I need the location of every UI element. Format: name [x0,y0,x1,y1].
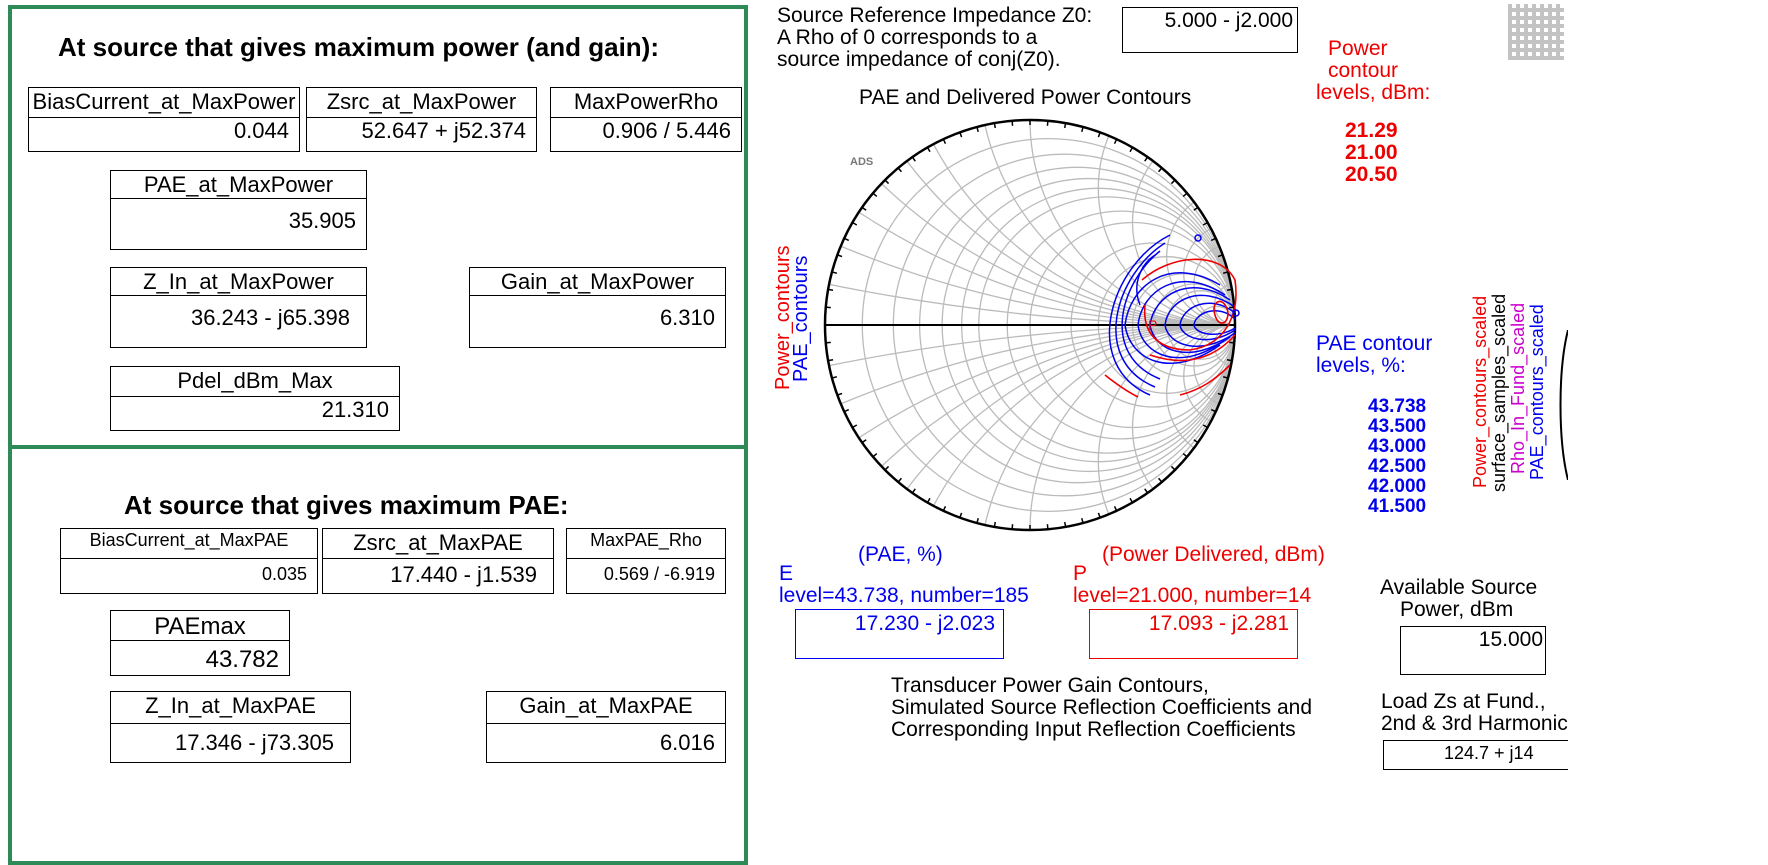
pae-level-value: 42.000 [1368,476,1426,498]
field-value: 6.016 [487,724,725,762]
field-value: 43.782 [111,641,289,679]
field-value: 0.906 / 5.446 [551,118,741,144]
available-power-box [1400,626,1546,675]
caption-line-1: Transducer Power Gain Contours, [891,674,1209,698]
field-label: MaxPAE_Rho [567,529,725,559]
marker-p-name: P [1073,562,1087,586]
marker-p-info: level=21.000, number=14 [1073,584,1311,608]
power-levels-title-3: levels, dBm: [1316,81,1430,105]
maxpower-rho-box [550,87,742,152]
reactance-circle [979,115,1240,325]
legend-pae-contours: PAE_contours [790,256,813,382]
field-value: 35.905 [111,199,366,243]
pae-level-value: 41.500 [1368,496,1426,518]
marker-e-header: (PAE, %) [858,543,943,567]
power-level-value: 21.00 [1345,141,1398,165]
bias-current-maxpae-box [60,528,318,594]
rim-tick [1183,193,1187,196]
marker-e-value-box [795,609,1004,659]
rim-tick [862,440,866,443]
field-value: 0.569 / -6.919 [567,559,725,589]
rim-tick [943,506,945,511]
pae-maxpower-box [110,170,367,250]
field-value: 6.310 [470,296,725,340]
rim-tick [1183,454,1187,457]
ads-tag: ADS [850,156,873,168]
rim-tick [912,489,915,493]
legend-rho-in-fund-scaled: Rho_In_Fund_scaled [1508,303,1529,474]
partial-chart-edge [1558,330,1568,480]
field-label: PAE_at_MaxPower [111,171,366,199]
field-label: PAEmax [111,611,289,641]
zsrc-maxpower-box [306,87,537,152]
marker-e-info: level=43.738, number=185 [779,584,1029,608]
source-ref-line-2: A Rho of 0 corresponds to a [777,26,1037,50]
pae-level-value: 43.738 [1368,396,1426,418]
rim-tick [862,207,866,210]
marker-p-label: P [1148,317,1157,333]
smith-chart [820,115,1240,535]
field-value: 0.044 [29,118,299,144]
pae-levels-title-1: PAE contour [1316,332,1432,356]
load-zs-box [1383,740,1568,770]
rim-tick [873,193,877,196]
rim-tick [994,522,995,527]
marker-p-value-box [1089,609,1298,659]
field-label: Gain_at_MaxPAE [487,692,725,724]
field-value: 17.346 - j73.305 [111,724,350,762]
field-label: BiasCurrent_at_MaxPAE [61,529,317,559]
available-power-label-1: Available Source [1380,576,1537,600]
source-ref-impedance-value: 5.000 - j2.000 [1123,8,1297,34]
marker-e-name: E [779,562,793,586]
gain-maxpae-box [486,691,726,763]
gain-maxpower-box [469,267,726,348]
legend-power-contours-scaled: Power_contours_scaled [1470,296,1491,488]
reactance-circle [1030,325,1240,535]
field-label: Gain_at_MaxPower [470,268,725,296]
rim-tick [885,466,889,470]
pdel-max-box [110,366,400,431]
marker-p-header: (Power Delivered, dBm) [1102,543,1325,567]
caption-line-2: Simulated Source Reflection Coefficients and [891,696,1312,720]
field-value: 17.440 - j1.539 [323,559,553,591]
pae-level-value: 43.500 [1368,416,1426,438]
rim-tick [1171,180,1175,184]
pae-level-value: 43.000 [1368,436,1426,458]
field-label: Pdel_dBm_Max [111,367,399,397]
load-zs-label-1: Load Zs at Fund., [1381,690,1546,714]
rim-tick [1145,489,1148,493]
max-power-heading: At source that gives maximum power (and gain): [58,32,659,63]
field-value: 36.243 - j65.398 [111,296,366,340]
rim-tick [885,180,889,184]
rim-tick [1115,139,1117,144]
rim-tick [994,123,995,128]
rim-tick [1115,506,1117,511]
qr-code-icon [1508,4,1564,60]
paemax-box [110,610,290,676]
rim-tick [1171,466,1175,470]
available-power-value: 15.000 [1401,627,1545,653]
source-ref-line-3: source impedance of conj(Z0). [777,48,1061,72]
source-ref-impedance-box [1122,7,1298,53]
power-level-value: 21.29 [1345,119,1398,143]
max-pae-heading: At source that gives maximum PAE: [124,490,569,521]
rim-tick [1145,157,1148,161]
pae-levels-title-2: levels, %: [1316,354,1406,378]
rim-tick [943,139,945,144]
zsrc-maxpae-box [322,528,554,594]
rim-tick [1065,522,1066,527]
zin-maxpower-box [110,267,367,348]
power-levels-title-1: Power [1328,37,1388,61]
marker-p-value: 17.093 - j2.281 [1149,612,1289,636]
field-label: Z_In_at_MaxPAE [111,692,350,724]
field-value: 52.647 + j52.374 [307,118,536,144]
field-label: Zsrc_at_MaxPower [307,88,536,118]
legend-surface-samples-scaled: surface_samples_scaled [1489,294,1510,492]
rim-tick [1065,123,1066,128]
field-label: Zsrc_at_MaxPAE [323,529,553,559]
source-ref-line-1: Source Reference Impedance Z0: [777,4,1092,28]
legend-pae-contours-scaled: PAE_contours_scaled [1527,304,1548,480]
bias-current-maxpower-box [28,87,300,152]
rim-tick [1227,289,1232,290]
field-value: 21.310 [111,397,399,423]
rim-tick [873,454,877,457]
caption-line-3: Corresponding Input Reflection Coefficients [891,718,1296,742]
rim-tick [912,157,915,161]
rim-tick [1227,360,1232,361]
rim-tick [1159,168,1162,172]
rim-tick [828,360,833,361]
rim-tick [898,168,901,172]
rim-tick [844,238,849,240]
rim-tick [1159,478,1162,482]
field-value: 0.035 [61,559,317,589]
power-levels-title-2: contour [1328,59,1398,83]
load-zs-value: 124.7 + j14 [1384,741,1568,765]
rim-tick [898,478,901,482]
power-level-value: 20.50 [1345,163,1398,187]
chart-title: PAE and Delivered Power Contours [859,86,1191,110]
load-zs-label-2: 2nd & 3rd Harmonic [1381,712,1568,736]
field-label: BiasCurrent_at_MaxPower [29,88,299,118]
available-power-label-2: Power, dBm [1400,598,1513,622]
zin-maxpae-box [110,691,351,763]
field-label: Z_In_at_MaxPower [111,268,366,296]
marker-e-value: 17.230 - j2.023 [855,612,995,636]
field-label: MaxPowerRho [551,88,741,118]
maxpae-rho-box [566,528,726,594]
rim-tick [844,410,849,412]
legend-power-contours: Power_contours [772,245,795,390]
pae-level-value: 42.500 [1368,456,1426,478]
rim-tick [828,289,833,290]
reactance-circle [1030,115,1240,325]
